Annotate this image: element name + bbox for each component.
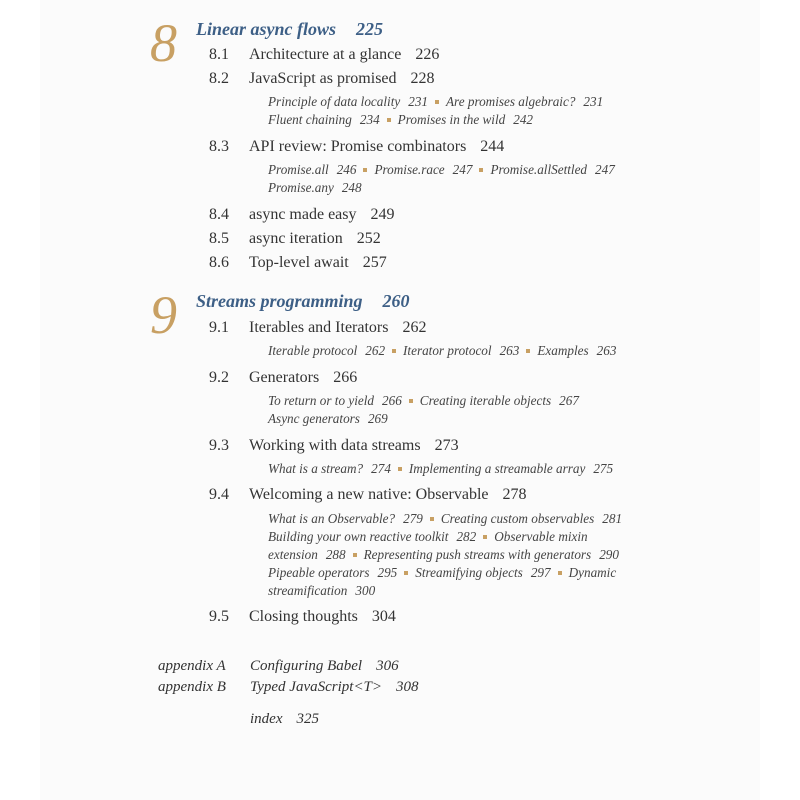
section-title: Top-level await [249, 254, 349, 271]
subsection-page: 246 [336, 162, 357, 177]
chapter-number: 8 [150, 13, 177, 73]
bullet-separator [558, 571, 562, 575]
toc-section-9-4[interactable] [209, 485, 527, 505]
subsection-title[interactable]: Implementing a streamable array [408, 461, 586, 476]
section-number: 8.4 [209, 206, 229, 223]
subsection-page: 281 [602, 511, 623, 526]
appendix-page: 308 [396, 679, 419, 695]
chapter-title-text: Linear async flows [196, 19, 337, 39]
section-number: 8.3 [209, 138, 229, 155]
subsection-title[interactable]: Promise.allSettled [490, 162, 588, 177]
section-number: 8.2 [209, 70, 229, 87]
section-number: 8.6 [209, 254, 229, 271]
toc-section-9-2[interactable] [209, 368, 357, 388]
subsection-line [268, 93, 688, 111]
subsection-title[interactable]: Building your own reactive toolkit [268, 529, 449, 544]
section-number: 9.3 [209, 437, 229, 454]
appendix-label: appendix B [158, 679, 226, 695]
appendix-title: Typed JavaScript<T> [250, 679, 383, 695]
toc-section-8-3[interactable] [209, 137, 504, 157]
subsection-page: 234 [359, 112, 380, 127]
subsection-page: 274 [371, 461, 391, 476]
section-page: 244 [480, 138, 505, 155]
subsection-page: 295 [377, 565, 398, 580]
subsection-page: 262 [365, 343, 386, 358]
subsection-title[interactable]: streamification [268, 583, 348, 598]
bullet-separator [398, 467, 402, 471]
bullet-separator [430, 517, 434, 521]
subsection-line [268, 582, 688, 600]
section-number: 8.5 [209, 230, 229, 247]
subsection-title[interactable]: Are promises algebraic? [446, 94, 576, 109]
subsection-list [268, 93, 688, 129]
bullet-separator [404, 571, 408, 575]
subsection-title[interactable]: Iterator protocol [403, 343, 492, 358]
appendix-title-line [250, 656, 399, 676]
section-title: Closing thoughts [249, 608, 358, 625]
subsection-page: 279 [403, 511, 423, 526]
section-title: API review: Promise combinators [249, 138, 467, 155]
subsection-page: 282 [456, 529, 477, 544]
toc-section-9-1[interactable] [209, 318, 426, 338]
subsection-title[interactable]: Promise.any [268, 180, 334, 195]
section-number: 9.5 [209, 608, 229, 625]
toc-section-8-6[interactable] [209, 253, 387, 273]
bullet-separator [483, 535, 487, 539]
section-page: 278 [502, 486, 527, 503]
subsection-page: 290 [599, 547, 619, 562]
subsection-list [268, 460, 688, 478]
subsection-page: 247 [452, 162, 473, 177]
toc-section-8-1[interactable] [209, 45, 439, 65]
subsection-page: 242 [513, 112, 534, 127]
chapter-title-text: Streams programming [196, 291, 363, 311]
subsection-title[interactable]: Observable mixin [494, 529, 588, 544]
subsection-title[interactable]: Representing push streams with generators [363, 547, 592, 562]
section-title: Iterables and Iterators [249, 319, 389, 336]
subsection-title[interactable]: extension [268, 547, 318, 562]
subsection-line [268, 410, 688, 428]
appendix-title-line [250, 677, 419, 697]
toc-section-8-4[interactable] [209, 205, 395, 225]
section-page: 266 [333, 369, 358, 386]
section-page: 257 [362, 254, 387, 271]
section-page: 226 [415, 46, 440, 63]
chapter-title[interactable] [196, 18, 383, 40]
section-page: 304 [371, 608, 396, 625]
subsection-page: 231 [583, 94, 604, 109]
subsection-line [268, 161, 688, 179]
subsection-line [268, 546, 688, 564]
index-label: index [250, 711, 283, 727]
subsection-page: 248 [341, 180, 362, 195]
subsection-line [268, 179, 688, 197]
subsection-page: 300 [355, 583, 376, 598]
chapter-page: 260 [382, 291, 410, 311]
section-page: 249 [370, 206, 395, 223]
subsection-title[interactable]: Examples [537, 343, 589, 358]
section-page: 273 [434, 437, 459, 454]
toc-section-8-2[interactable] [209, 69, 435, 89]
subsection-title[interactable]: What is a stream? [268, 461, 364, 476]
toc-section-8-5[interactable] [209, 229, 381, 249]
subsection-list [268, 392, 688, 428]
appendix-title: Configuring Babel [250, 658, 363, 674]
subsection-title[interactable]: Promises in the wild [397, 112, 506, 127]
section-title: async made easy [249, 206, 357, 223]
bullet-separator [363, 168, 367, 172]
index-line [250, 709, 319, 729]
subsection-title[interactable]: Fluent chaining [268, 112, 352, 127]
toc-section-9-5[interactable] [209, 607, 396, 627]
subsection-list [268, 510, 688, 600]
index-page: 325 [296, 711, 319, 727]
bullet-separator [409, 399, 413, 403]
chapter-title[interactable] [196, 290, 410, 312]
subsection-title[interactable]: Streamifying objects [415, 565, 523, 580]
subsection-list [268, 342, 688, 360]
appendix-page: 306 [376, 658, 399, 674]
subsection-page: 247 [595, 162, 615, 177]
section-number: 9.4 [209, 486, 229, 503]
subsection-line [268, 460, 688, 478]
subsection-page: 275 [593, 461, 614, 476]
section-page: 262 [402, 319, 427, 336]
subsection-title[interactable]: Creating custom observables [440, 511, 595, 526]
toc-section-9-3[interactable] [209, 436, 459, 456]
subsection-line [268, 510, 688, 528]
subsection-title[interactable]: Principle of data locality [268, 94, 401, 109]
subsection-page: 297 [530, 565, 551, 580]
subsection-page: 288 [325, 547, 346, 562]
subsection-title[interactable]: Promise.all [268, 162, 329, 177]
subsection-title[interactable]: Pipeable operators [268, 565, 370, 580]
subsection-page: 267 [559, 393, 579, 408]
section-number: 8.1 [209, 46, 229, 63]
subsection-title[interactable]: Iterable protocol [268, 343, 358, 358]
chapter-page: 225 [356, 19, 384, 39]
subsection-title[interactable]: Promise.race [374, 162, 445, 177]
subsection-page: 263 [596, 343, 617, 358]
subsection-line [268, 528, 688, 546]
subsection-title[interactable]: To return or to yield [268, 393, 374, 408]
appendix-label: appendix A [158, 658, 226, 674]
subsection-page: 263 [499, 343, 520, 358]
bullet-separator [479, 168, 483, 172]
section-page: 252 [356, 230, 381, 247]
subsection-title[interactable]: What is an Observable? [268, 511, 396, 526]
section-page: 228 [410, 70, 435, 87]
subsection-line [268, 342, 688, 360]
section-title: async iteration [249, 230, 343, 247]
section-number: 9.2 [209, 369, 229, 386]
subsection-page: 231 [408, 94, 428, 109]
bullet-separator [526, 349, 530, 353]
section-title: Working with data streams [249, 437, 421, 454]
bullet-separator [387, 118, 391, 122]
section-title: JavaScript as promised [249, 70, 397, 87]
chapter-number: 9 [150, 285, 177, 345]
subsection-list [268, 161, 688, 197]
bullet-separator [392, 349, 396, 353]
subsection-title[interactable]: Async generators [268, 411, 360, 426]
section-title: Architecture at a glance [249, 46, 402, 63]
subsection-line [268, 564, 688, 582]
subsection-title[interactable]: Creating iterable objects [419, 393, 552, 408]
section-title: Generators [249, 369, 320, 386]
bullet-separator [353, 553, 357, 557]
subsection-title[interactable]: Dynamic [568, 565, 617, 580]
subsection-line [268, 392, 688, 410]
section-number: 9.1 [209, 319, 229, 336]
subsection-line [268, 111, 688, 129]
section-title: Welcoming a new native: Observable [249, 486, 489, 503]
bullet-separator [435, 100, 439, 104]
subsection-page: 269 [367, 411, 388, 426]
subsection-page: 266 [382, 393, 402, 408]
